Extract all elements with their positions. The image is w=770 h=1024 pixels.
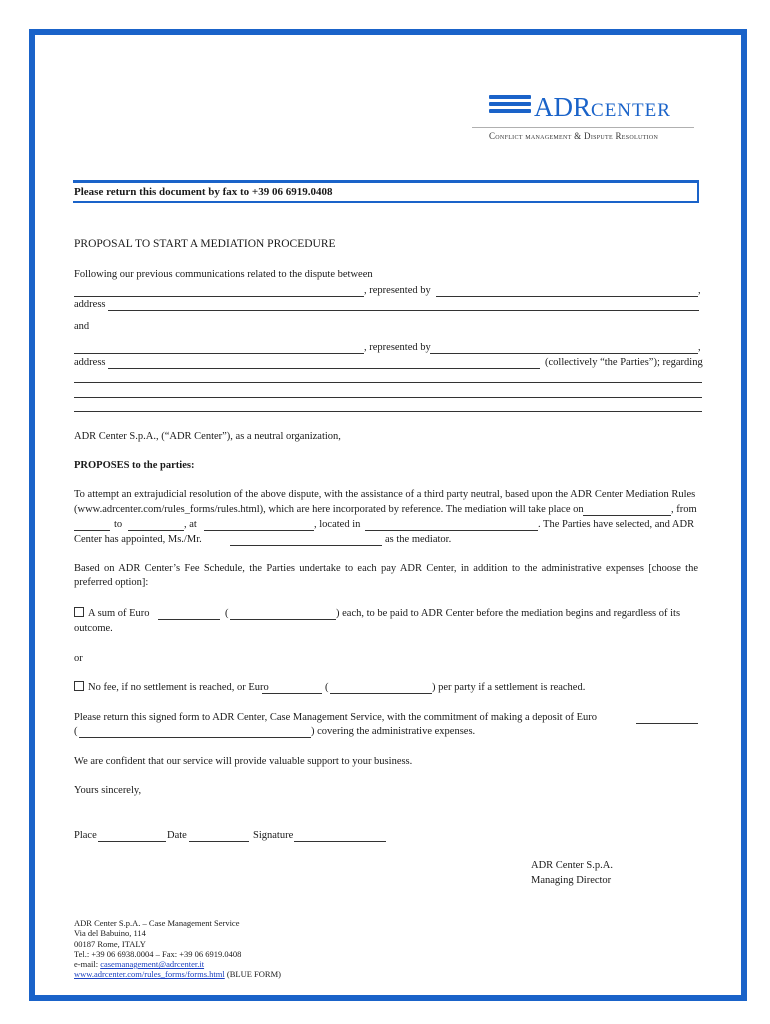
deposit-text-end: ) covering the administrative expenses. [311,726,476,737]
para1-line1: To attempt an extrajudicial resolution of the above dispute, with the assistance of a third party neutral, based upon the ADR Center Mediation Rules [74,489,696,500]
open-paren: ( [74,726,78,737]
party1-address-field[interactable] [108,310,699,311]
fax-band-top [73,180,699,183]
dispute-subject-line-1[interactable] [74,382,702,383]
fax-band-bottom [73,201,699,203]
footer-company: ADR Center S.p.A. – Case Management Service [74,918,240,928]
logo-subtitle: Conflict management & Dispute Resolution [489,131,659,141]
or-label: or [74,653,83,664]
party1-representative-field[interactable] [436,296,698,297]
fax-band-right [697,180,699,203]
dispute-subject-line-3[interactable] [74,411,702,412]
fax-banner: Please return this document by fax to +39 06 6919.0408 [74,186,333,198]
adr-logo-wordmark: ADRCENTER [534,92,671,122]
venue-field[interactable] [204,530,314,531]
para1-line3-end: . The Parties have selected, and ADR [538,519,695,530]
at-label: , at [184,519,197,530]
confident-text: We are confident that our service will provide valuable support to your business. [74,756,413,767]
option1-outcome: outcome. [74,623,113,634]
footer-street: Via del Babuino, 114 [74,928,146,939]
para1-line4b: as the mediator. [385,534,452,545]
logo-divider [472,127,694,128]
option1-checkbox[interactable] [74,607,84,617]
deposit-text: Please return this signed form to ADR Center, Case Management Service, with the commitment of making a deposit of Euro [74,712,598,723]
neutral-org-text: ADR Center S.p.A., (“ADR Center”), as a neutral organization, [74,431,341,442]
date-field[interactable] [189,841,249,842]
para1-line4a: Center has appointed, Ms./Mr. [74,534,202,545]
option1-amount-field[interactable] [158,619,220,620]
location-field[interactable] [365,530,538,531]
place-label: Place [74,830,97,841]
footer-website-line [74,969,281,979]
located-label: , located in [314,519,361,530]
footer [74,918,281,980]
option1-checkbox-line: A sum of Euro [74,607,150,621]
footer-phone: Tel.: +39 06 6938.0004 – Fax: +39 06 6919.0408 [74,948,242,959]
signer-company: ADR Center S.p.A. [531,860,613,871]
footer-website-link[interactable]: www.adrcenter.com/rules_forms/forms.html [74,969,225,980]
and-label: and [74,321,90,332]
adr-logo-icon [489,95,531,116]
date-label: Date [167,830,187,841]
mediation-date-field[interactable] [583,515,671,516]
deposit-amount-field[interactable] [636,723,698,724]
mediator-name-field[interactable] [230,545,382,546]
comma: , [698,285,701,296]
option2-text: ) per party if a settlement is reached. [432,682,586,693]
option2-amount-words-field[interactable] [330,693,432,694]
para1-line2b: , from [671,504,697,515]
para1-line2a: (www.adrcenter.com/rules_forms/rules.html), which are here incorporated by reference. The mediation will take place on [74,504,584,515]
to-label: to [114,519,123,530]
footer-email-line: e-mail: casemanagement@adrcenter.it [74,959,205,970]
party2-representative-field[interactable] [430,353,698,354]
option2-checkbox[interactable] [74,681,84,691]
signature-label: Signature [253,830,294,841]
party2-address-field[interactable] [108,368,540,369]
dispute-subject-line-2[interactable] [74,397,702,398]
footer-email-link[interactable]: casemanagement@adrcenter.it [100,959,205,970]
deposit-amount-words-field[interactable] [79,737,311,738]
party1-name-field[interactable] [74,296,364,297]
signer-role: Managing Director [531,875,612,886]
option2-checkbox-line: No fee, if no settlement is reached, or Euro [74,681,269,695]
option1-amount-words-field[interactable] [230,619,336,620]
signature-field[interactable] [294,841,386,842]
page-title: PROPOSAL TO START A MEDIATION PROCEDURE [74,238,336,250]
place-field[interactable] [98,841,166,842]
comma: , [698,342,701,353]
time-to-field[interactable] [128,530,184,531]
represented-by-label: , represented by [364,342,431,353]
intro-text: Following our previous communications related to the dispute between [74,269,373,280]
represented-by-label: , represented by [364,285,431,296]
party2-name-field[interactable] [74,353,364,354]
open-paren: ( [325,682,329,693]
address-label: address [74,357,106,368]
option1-text: ) each, to be paid to ADR Center before the mediation begins and regardless of its [336,608,681,619]
address-label: address [74,299,106,310]
option2-amount-field[interactable] [262,693,322,694]
form-tag: (BLUE FORM) [226,969,281,980]
parties-regarding-label: (collectively “the Parties”); regarding [545,357,703,368]
time-from-field[interactable] [74,530,110,531]
fee-schedule-text: Based on ADR Center’s Fee Schedule, the Parties undertake to each pay ADR Center, in addition to the administrative expenses [choose the preferred option]: [74,563,698,588]
open-paren: ( [225,608,229,619]
sincerely-text: Yours sincerely, [74,785,142,796]
footer-city: 00187 Rome, ITALY [74,938,146,949]
proposes-heading: PROPOSES to the parties: [74,460,195,471]
